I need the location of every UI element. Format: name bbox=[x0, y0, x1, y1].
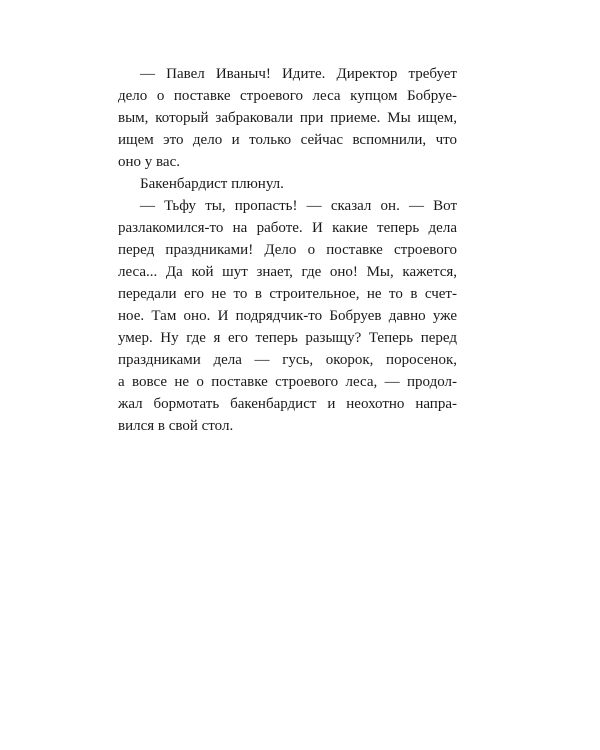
text-line: передали его не то в строительное, не то в счет- bbox=[118, 286, 457, 302]
text-line: вился в свой стол. bbox=[118, 418, 234, 434]
text-line: перед праздниками! Дело о поставке строевого bbox=[118, 242, 457, 258]
text-line: вым, который забраковали при приеме. Мы ищем, bbox=[118, 110, 457, 126]
text-line: а вовсе не о поставке строевого леса, — продол- bbox=[118, 374, 457, 390]
text-line: праздниками дела — гусь, окорок, поросенок, bbox=[118, 352, 457, 368]
text-line: умер. Ну где я его теперь разыщу? Теперь перед bbox=[118, 330, 457, 346]
text-line: ное. Там оно. И подрядчик-то Бобруев давно уже bbox=[118, 308, 457, 324]
body-text bbox=[118, 63, 457, 437]
text-line: дело о поставке строевого леса купцом Бобруе- bbox=[118, 88, 457, 104]
text-line: — Тьфу ты, пропасть! — сказал он. — Вот bbox=[140, 198, 457, 214]
text-line: леса... Да кой шут знает, где оно! Мы, кажется, bbox=[118, 264, 457, 280]
text-line: — Павел Иваныч! Идите. Директор требует bbox=[140, 66, 457, 82]
text-line: оно у вас. bbox=[118, 154, 180, 170]
text-line: жал бормотать бакенбардист и неохотно напра- bbox=[118, 396, 457, 412]
text-line: разлакомился-то на работе. И какие теперь дела bbox=[118, 220, 457, 236]
text-line: Бакенбардист плюнул. bbox=[140, 176, 284, 192]
text-line: ищем это дело и только сейчас вспомнили, что bbox=[118, 132, 457, 148]
